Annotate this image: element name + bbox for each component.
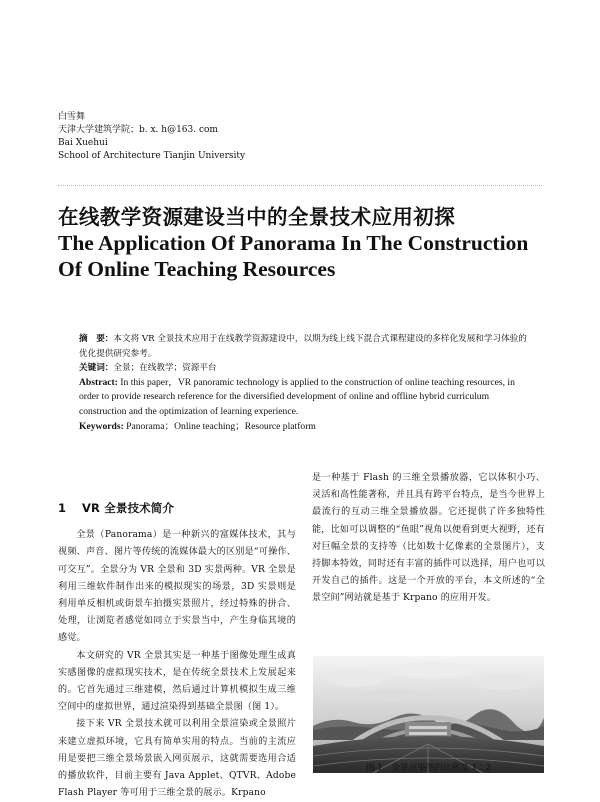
abstract-cn — [79, 332, 534, 361]
keywords-cn — [79, 361, 534, 376]
figure-caption: 图 1 全景渲染图的比例是 1∶2 — [366, 763, 491, 773]
author-affiliation-en: School of Architecture Tianjin University — [58, 151, 246, 161]
author-block — [58, 111, 245, 163]
panorama-image — [313, 656, 544, 773]
section-title: VR 全景技术简介 — [82, 501, 175, 515]
abstract-cn-text: 本文将 VR 全景技术应用于在线教学资源建设中，以期为线上线下混合式课程建设的多样化发展和学习体验的优化提供研究参考。 — [79, 334, 527, 359]
title-cn: 在线教学资源建设当中的全景技术应用初探 — [58, 205, 456, 229]
section-number: 1 — [58, 501, 67, 515]
body-paragraph-4: 是一种基于 Flash 的三维全景播放器，它以体积小巧、灵活和高性能著称，并且具有跨平台特点，是当今世界上最流行的互动三维全景播放器。它还提供了许多独特性能，比如可以调整的“鱼眼”视角以便看到更大视野，还有对巨幅全景的支持等（比如数十亿像素的全景图片），支持脚本特效，同时还有丰富的插件可以选择，用户也可以开发自己的插件。这是一个开放的平台，本文所述的“全景空间”网站就是基于 Krpano 的应用开发。 — [312, 473, 545, 604]
body-paragraph-1: 全景（Panorama）是一种新兴的富媒体技术，其与视频、声音、图片等传统的流媒体最大的区别是“可操作、可交互”。全景分为 VR 全景和 3D 实景两种。VR 全景是利用三维软件制作出来的模拟现实的场景，3D 实景则是利用单反相机或街景车拍摄实景照片，经过特殊的拼合、处理，让浏览者感觉如同立于实景当中，产生身临其境的感觉。 — [58, 530, 296, 644]
body-paragraph-2: 本文研究的 VR 全景其实是一种基于图像处理生成真实感图像的虚拟现实技术，是在传统全景技术上发展起来的。它首先通过三维建模，然后通过计算机模拟生成三维空间中的虚拟世界，通过渲染得到基础全景图（图 1）。 — [58, 650, 296, 713]
section-heading — [58, 500, 296, 517]
author-name-cn: 白雪舞 — [58, 112, 86, 122]
header-divider — [58, 185, 542, 186]
author-name-en: Bai Xuehui — [58, 138, 108, 148]
right-column — [312, 470, 545, 608]
abstract-cn-label: 摘 要： — [79, 334, 114, 344]
keywords-en-text: Panorama；Online teaching；Resource platform — [123, 420, 316, 432]
left-column — [58, 500, 296, 802]
abstract-block — [79, 332, 534, 435]
keywords-cn-label: 关键词： — [79, 363, 114, 373]
abstract-en — [79, 376, 534, 420]
title-en: The Application Of Panorama In The Construction Of Online Teaching Resources — [58, 231, 529, 281]
author-affiliation-cn: 天津大学建筑学院；b. x. h@163. com — [58, 125, 218, 135]
figure-panorama — [313, 656, 544, 773]
abstract-en-label: Abstract: — [79, 376, 118, 388]
body-paragraph-3: 接下来 VR 全景技术就可以利用全景渲染或全景照片来建立虚拟环境，它具有简单实用的特点。当前的主流应用是要把三维全景场景嵌入网页展示，这就需要选用合适的播放软件，目前主要有 Java Applet、QTVR、Adobe Flash Player 等可用于三维全景的展示。Krpano — [58, 719, 296, 799]
keywords-en-label: Keywords: — [79, 420, 124, 432]
keywords-en — [79, 420, 534, 435]
keywords-cn-text: 全景；在线教学；资源平台 — [113, 363, 217, 373]
abstract-en-text: In this paper，VR panoramic technology is applied to the construction of online teaching resources, in order to provide research reference for the diversified development of online and offline hybrid curriculum construction and the optimization of learning experience. — [79, 376, 515, 418]
